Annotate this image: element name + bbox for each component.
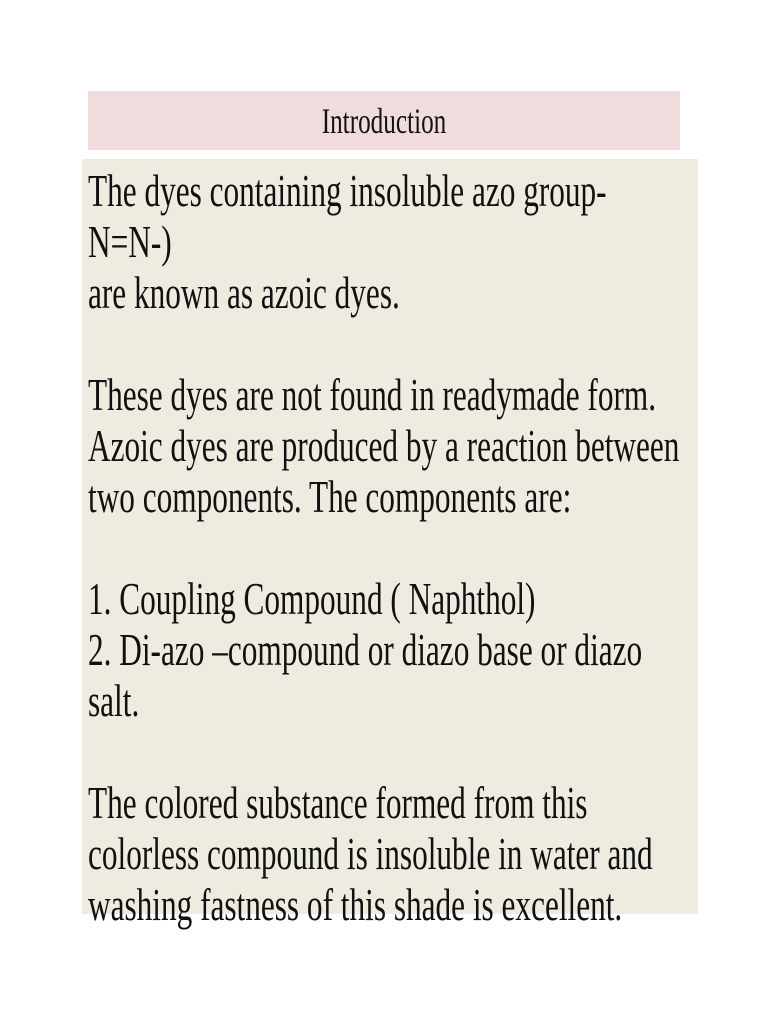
paragraph-definition: The dyes containing insoluble azo group-N=N-) are known as azoic dyes.: [88, 165, 607, 318]
page-title: Introduction: [321, 100, 447, 141]
title-bar: [88, 91, 680, 150]
paragraph-properties: The colored substance formed from this colorless compound is insoluble in water and washing fastness of this shade is excellent.: [88, 777, 653, 930]
paragraph-components-list: 1. Coupling Compound ( Naphthol) 2. Di-azo –compound or diazo base or diazo salt.: [88, 573, 643, 726]
content-text: [88, 165, 686, 930]
paragraph-production: These dyes are not found in readymade form. Azoic dyes are produced by a reaction between two components. The components are:: [88, 369, 680, 522]
content-box: [82, 159, 698, 930]
